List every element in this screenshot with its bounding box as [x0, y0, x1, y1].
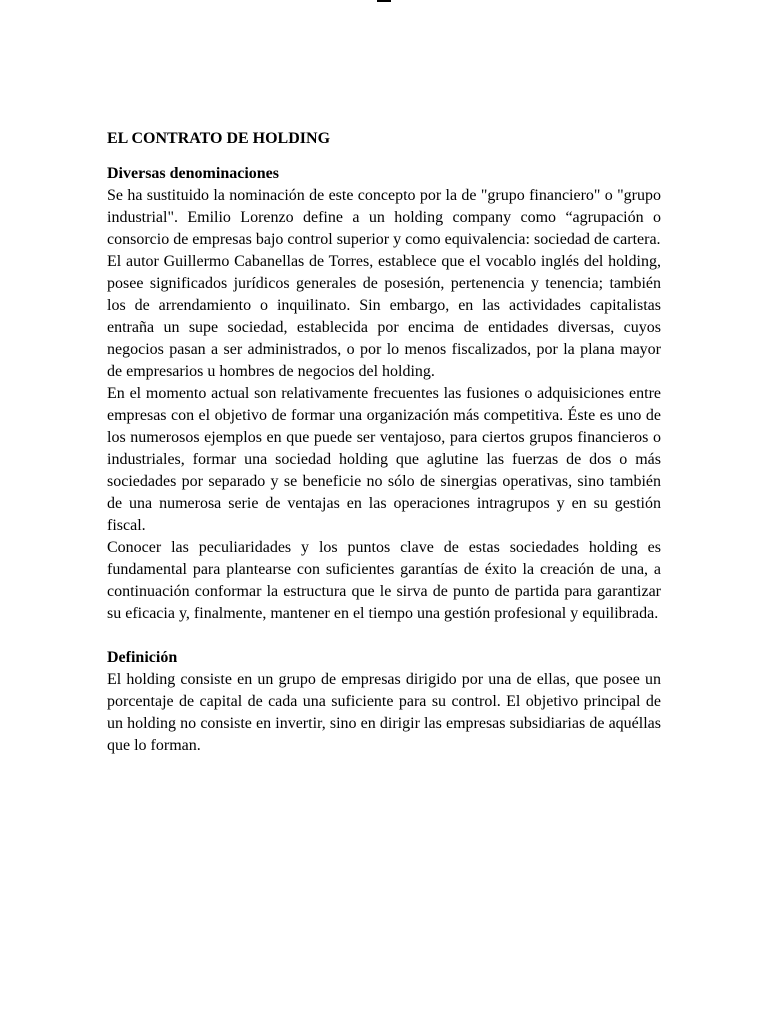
section-heading-definicion: Definición	[107, 649, 178, 666]
document-page	[107, 128, 661, 757]
paragraph: Conocer las peculiaridades y los puntos clave de estas sociedades holding es fundamental para plantearse con suficientes garantías de éxito la creación de una, a continuación conformar la estructura que le sirva de punto de partida para garantizar su eficacia y, finalmente, mantener en el tiempo una gestión profesional y equilibrada.	[107, 539, 661, 622]
paragraph: En el momento actual son relativamente frecuentes las fusiones o adquisiciones entre empresas con el objetivo de formar una organización más competitiva. Éste es uno de los numerosos ejemplos en que puede ser ventajoso, para ciertos grupos financieros o industriales, formar una sociedad holding que aglutine las fuerzas de dos o más sociedades por separado y se beneficie no sólo de sinergias operativas, sino también de una numerosa serie de ventajas en las operaciones intragrupos y en su gestión fiscal.	[107, 385, 661, 534]
paragraph: Se ha sustituido la nominación de este concepto por la de "grupo financiero" o "grupo industrial". Emilio Lorenzo define a un holding company como “agrupación o consorcio de empresas bajo control superior y como equivalencia: sociedad de cartera.	[107, 187, 661, 248]
document-title: EL CONTRATO DE HOLDING	[107, 130, 331, 147]
page-top-mark	[377, 0, 391, 2]
section-heading-denominaciones: Diversas denominaciones	[107, 165, 279, 182]
paragraph: El autor Guillermo Cabanellas de Torres, establece que el vocablo inglés del holding, posee significados jurídicos generales de posesión, pertenencia y tenencia; también los de arrendamiento o inquilinato. Sin embargo, en las actividades capitalistas entraña un supe sociedad, establecida por encima de entidades diversas, cuyos negocios pasan a ser administrados, o por lo menos fiscalizados, por la plana mayor de empresarios u hombres de negocios del holding.	[107, 253, 661, 380]
paragraph: El holding consiste en un grupo de empresas dirigido por una de ellas, que posee un porcentaje de capital de cada una suficiente para su control. El objetivo principal de un holding no consiste en invertir, sino en dirigir las empresas subsidiarias de aquéllas que lo forman.	[107, 671, 661, 754]
